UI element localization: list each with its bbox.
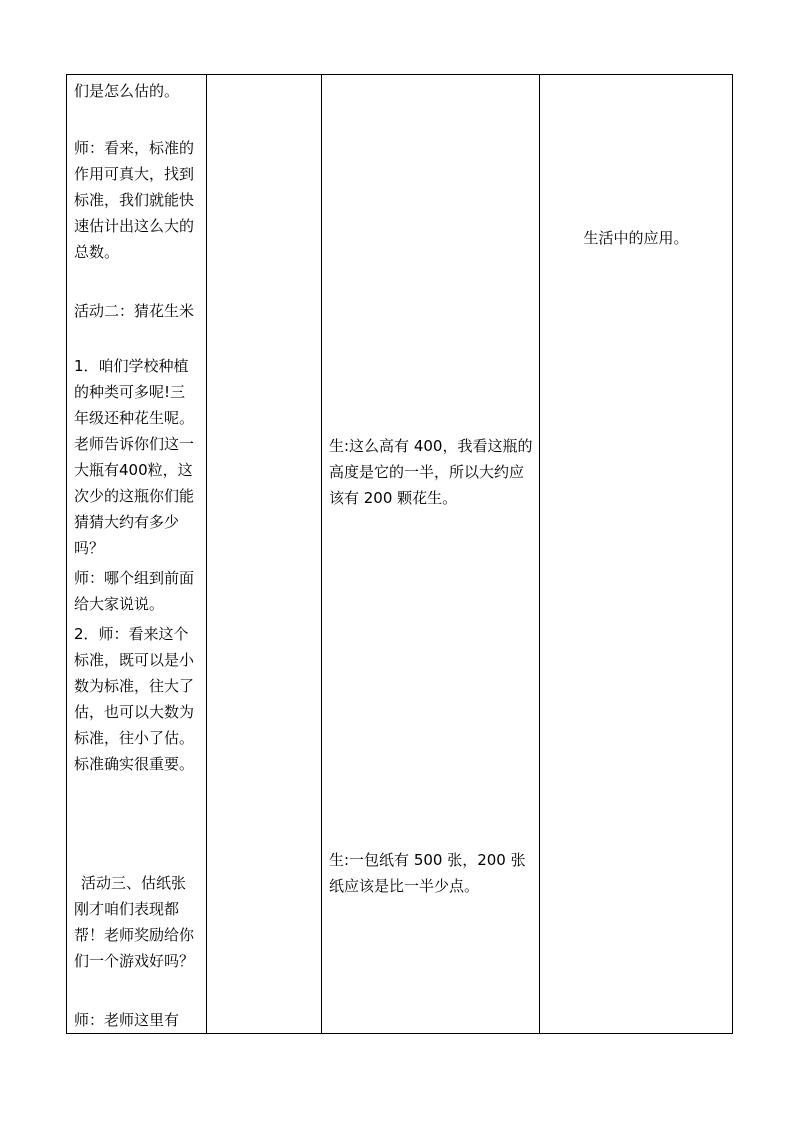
teacher-text-6: 刚才咱们表现都帮！老师奖励给你们一个游戏好吗？	[74, 900, 195, 970]
student-text-2: 生:一包纸有 500 张，200 张纸应该是比一半少点。	[329, 851, 526, 895]
teacher-text-7: 师：老师这里有	[74, 1011, 180, 1029]
teacher-text-5: 2．师：看来这个标准，既可以是小数为标准，往大了估，也可以大数为标准，往小了估。标准确实很重要。	[74, 625, 195, 773]
lesson-plan-table	[66, 74, 733, 1034]
student-text-1: 生:这么高有 400，我看这瓶的高度是它的一半，所以大约应该有 200 颗花生。	[329, 437, 533, 507]
teacher-activity-cell	[67, 75, 207, 1034]
design-intent-cell	[540, 75, 733, 1034]
teacher-text-2: 师：看来，标准的作用可真大，找到标准，我们就能快速估计出这么大的总数。	[74, 139, 195, 261]
teacher-text-4: 师：哪个组到前面给大家说说。	[74, 569, 195, 613]
activity-two-heading: 活动二：猜花生米	[74, 302, 195, 320]
student-activity-cell	[322, 75, 540, 1034]
activity-three-heading: 活动三、估纸张	[81, 874, 187, 892]
empty-column-cell	[207, 75, 322, 1034]
teacher-text-3: 1．咱们学校种植的种类可多呢!三年级还种花生呢。老师告诉你们这一大瓶有400粒，这次少的这瓶你们能猜猜大约有多少吗？	[74, 357, 195, 557]
teacher-text-1: 们是怎么估的。	[74, 82, 180, 100]
table-row	[67, 75, 733, 1034]
design-intent-text: 生活中的应用。	[583, 229, 689, 247]
